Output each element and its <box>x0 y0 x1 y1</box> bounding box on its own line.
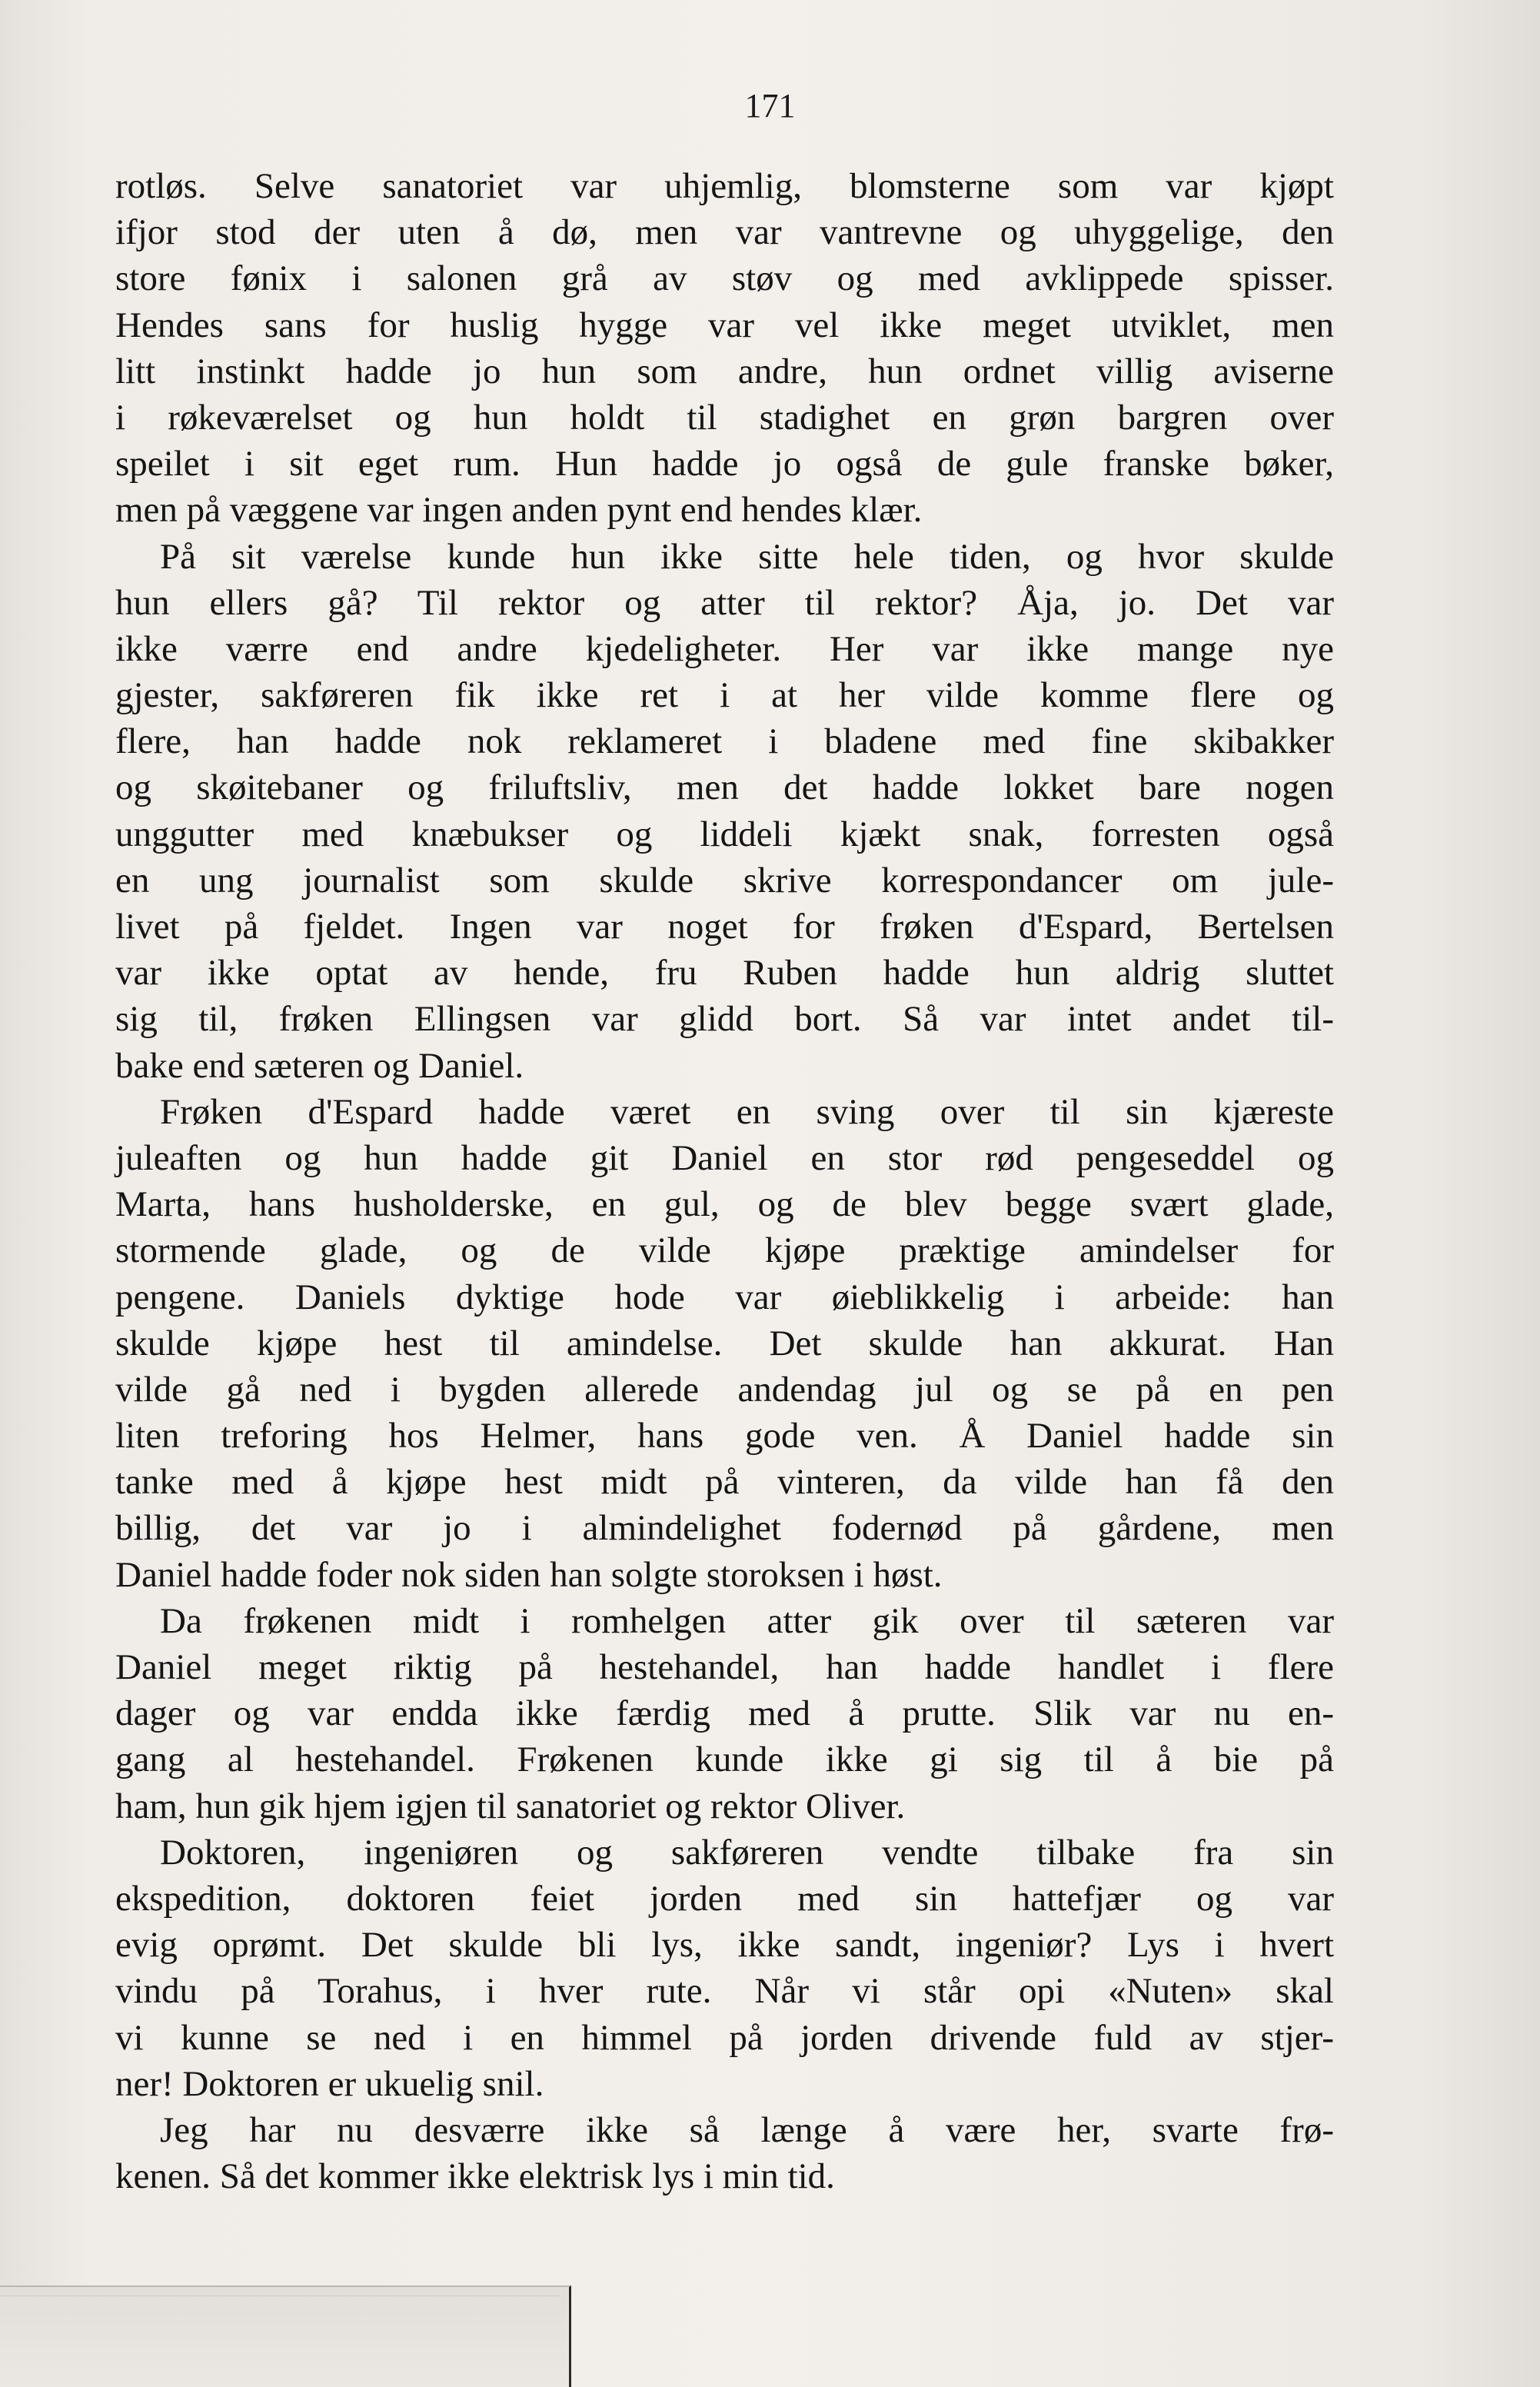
text-line: sig til, frøken Ellingsen var glidd bort. Så var intet andet til- <box>115 999 1334 1040</box>
text-line: Da frøkenen midt i romhelgen atter gik over til sæteren var <box>160 1600 1334 1641</box>
text-line: Hendes sans for huslig hygge var vel ikke meget utviklet, men <box>115 305 1334 345</box>
text-line: i røkeværelset og hun holdt til stadighet en grøn bargren over <box>115 397 1334 438</box>
text-line: Marta, hans husholderske, en gul, og de blev begge svært glade, <box>115 1184 1334 1225</box>
text-line: og skøitebaner og friluftsliv, men det hadde lokket bare nogen <box>115 767 1334 808</box>
text-line: billig, det var jo i almindelighet fodernød på gårdene, men <box>115 1508 1334 1549</box>
page-number: 171 <box>744 87 796 125</box>
text-line: ekspedition, doktoren feiet jorden med sin hattefjær og var <box>115 1878 1334 1919</box>
text-line: gang al hestehandel. Frøkenen kunde ikke gi sig til å bie på <box>115 1739 1334 1780</box>
text-line: Daniel meget riktig på hestehandel, han hadde handlet i flere <box>115 1647 1334 1687</box>
text-line: men på væggene var ingen anden pynt end hendes klær. <box>115 490 923 531</box>
text-line: ikke værre end andre kjedeligheter. Her var ikke mange nye <box>115 628 1334 669</box>
text-line: speilet i sit eget rum. Hun hadde jo også de gule franske bøker, <box>115 444 1334 484</box>
text-line: litt instinkt hadde jo hun som andre, hun ordnet villig aviserne <box>115 351 1334 391</box>
text-line: Daniel hadde foder nok siden han solgte storoksen i høst. <box>115 1554 943 1595</box>
text-line: pengene. Daniels dyktige hode var øieblikkelig i arbeide: han <box>115 1277 1334 1317</box>
text-line: vilde gå ned i bygden allerede andendag jul og se på en pen <box>115 1369 1334 1410</box>
text-line: tanke med å kjøpe hest midt på vinteren, da vilde han få den <box>115 1462 1334 1503</box>
body-text <box>115 163 1334 2199</box>
text-line: På sit værelse kunde hun ikke sitte hele tiden, og hvor skulde <box>160 536 1334 577</box>
text-line: kenen. Så det kommer ikke elektrisk lys i min tid. <box>115 2156 835 2197</box>
text-line: evig oprømt. Det skulde bli lys, ikke sandt, ingeniør? Lys i hvert <box>115 1925 1334 1966</box>
text-line: liten treforing hos Helmer, hans gode ven. Å Daniel hadde sin <box>115 1416 1334 1457</box>
text-line: hun ellers gå? Til rektor og atter til rektor? Åja, jo. Det var <box>115 582 1334 623</box>
text-line: skulde kjøpe hest til amindelse. Det skulde han akkurat. Han <box>115 1323 1334 1363</box>
page-edge-mark <box>0 2285 571 2387</box>
text-line: livet på fjeldet. Ingen var noget for frøken d'Espard, Bertelsen <box>115 907 1334 947</box>
text-line: gjester, sakføreren fik ikke ret i at her vilde komme flere og <box>115 675 1334 716</box>
text-line: en ung journalist som skulde skrive korrespondancer om jule- <box>115 860 1334 901</box>
text-line: unggutter med knæbukser og liddeli kjækt snak, forresten også <box>115 814 1334 854</box>
text-line: flere, han hadde nok reklameret i bladene med fine skibakker <box>115 721 1334 762</box>
text-line: vi kunne se ned i en himmel på jorden drivende fuld av stjer- <box>115 2017 1334 2058</box>
text-line: var ikke optat av hende, fru Ruben hadde hun aldrig sluttet <box>115 953 1334 994</box>
text-line: dager og var endda ikke færdig med å prutte. Slik var nu en- <box>115 1693 1334 1734</box>
text-line: stormende glade, og de vilde kjøpe præktige amindelser for <box>115 1230 1334 1271</box>
text-line: Jeg har nu desværre ikke så længe å være her, svarte frø- <box>160 2109 1334 2150</box>
text-line: Frøken d'Espard hadde været en sving over til sin kjæreste <box>160 1091 1334 1132</box>
text-line: vindu på Torahus, i hver rute. Når vi står opi «Nuten» skal <box>115 1971 1334 2012</box>
text-line: ham, hun gik hjem igjen til sanatoriet og rektor Oliver. <box>115 1786 906 1826</box>
text-line: rotløs. Selve sanatoriet var uhjemlig, blomsterne som var kjøpt <box>115 166 1334 206</box>
text-line: bake end sæteren og Daniel. <box>115 1045 524 1086</box>
page-edge-line <box>0 2295 560 2296</box>
text-line: ifjor stod der uten å dø, men var vantrevne og uhyggelige, den <box>115 212 1334 253</box>
text-line: Doktoren, ingeniøren og sakføreren vendte tilbake fra sin <box>160 1832 1334 1873</box>
text-line: ner! Doktoren er ukuelig snil. <box>115 2063 544 2104</box>
text-line: juleaften og hun hadde git Daniel en stor rød pengeseddel og <box>115 1137 1334 1178</box>
text-line: store fønix i salonen grå av støv og med avklippede spisser. <box>115 258 1334 299</box>
